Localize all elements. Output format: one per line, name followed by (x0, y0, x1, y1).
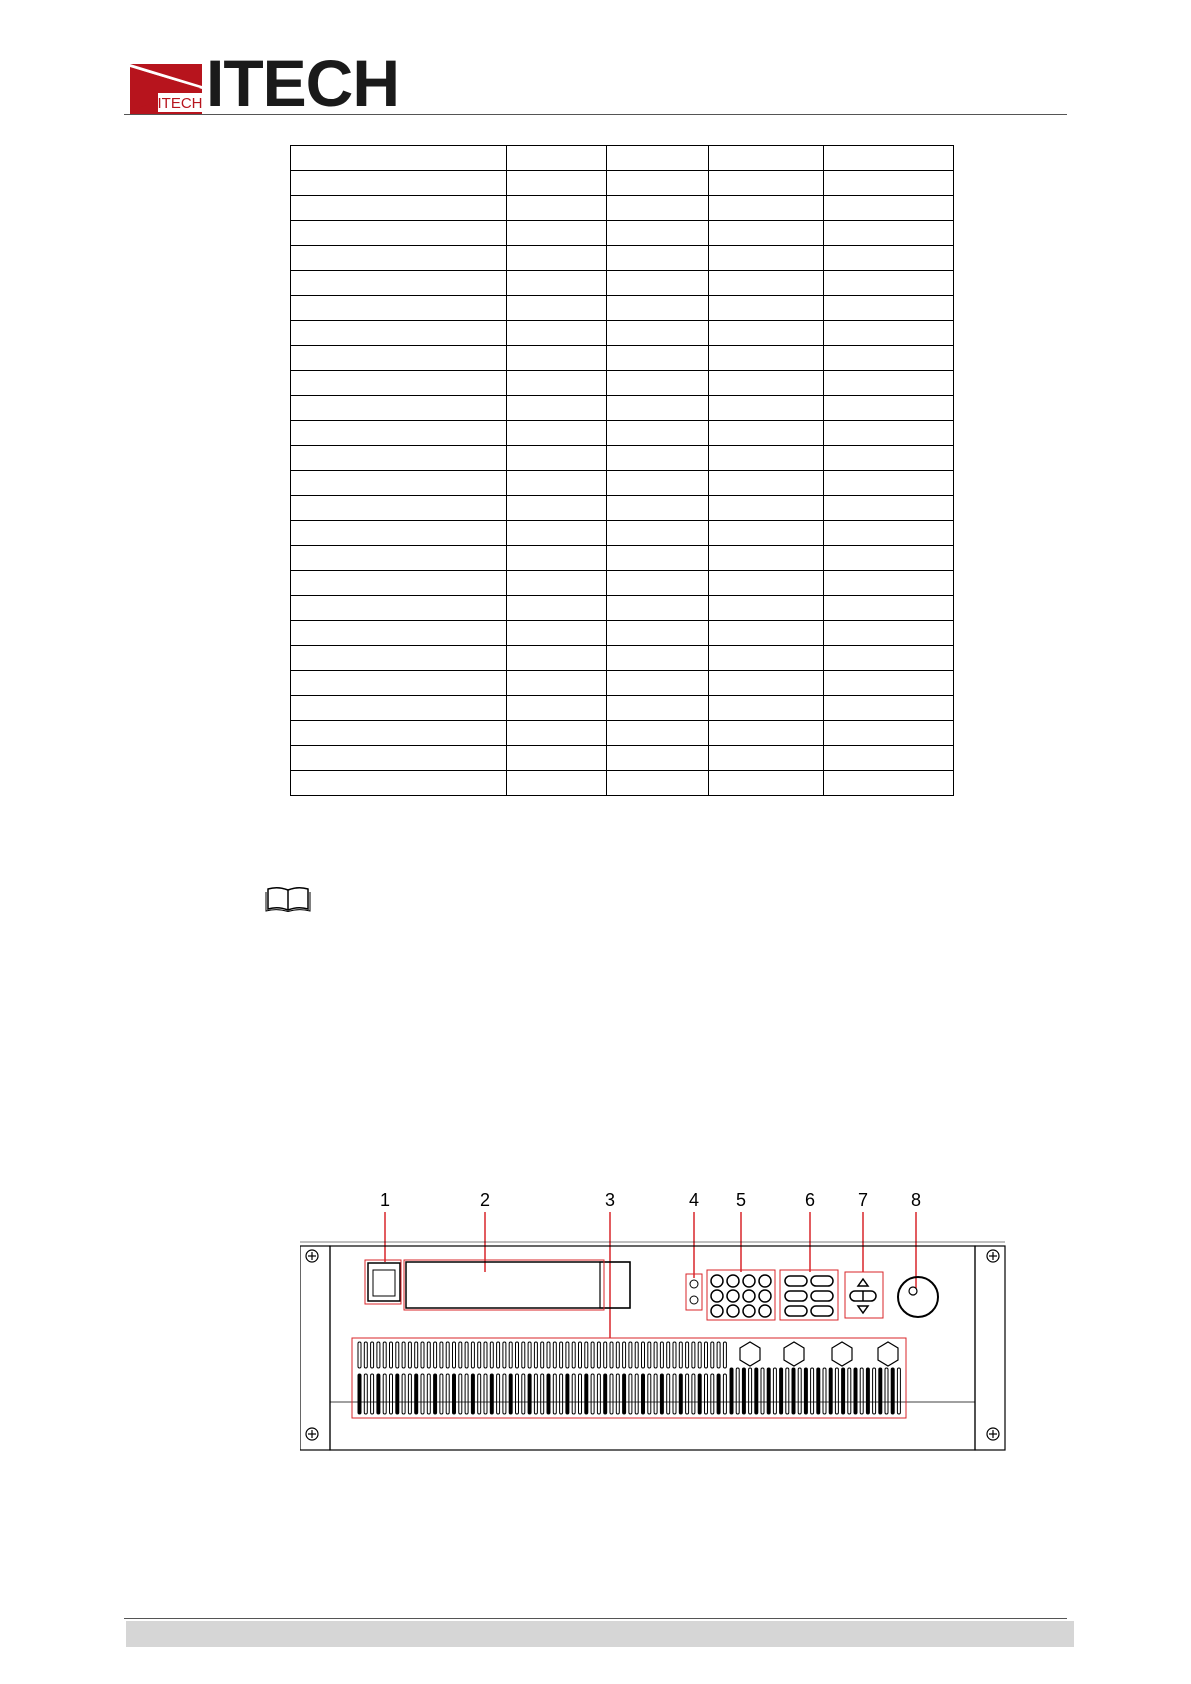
keypad-key (727, 1305, 739, 1317)
table-row (291, 446, 954, 471)
table-cell (507, 346, 607, 371)
table-cell (709, 746, 824, 771)
keypad-key (759, 1305, 771, 1317)
table-row (291, 521, 954, 546)
callout-8: 8 (910, 1190, 922, 1210)
table-cell (607, 221, 709, 246)
table-cell (507, 296, 607, 321)
table-row (291, 696, 954, 721)
table-cell (507, 521, 607, 546)
table-cell (291, 721, 507, 746)
callout-6: 6 (804, 1190, 816, 1210)
table-cell (507, 196, 607, 221)
table-row (291, 496, 954, 521)
table-cell (291, 421, 507, 446)
table-row (291, 571, 954, 596)
table-cell (291, 746, 507, 771)
keypad-key (759, 1275, 771, 1287)
table-cell (709, 396, 824, 421)
table-row (291, 346, 954, 371)
vfd-display (406, 1262, 630, 1308)
table-cell (709, 271, 824, 296)
table-cell (507, 771, 607, 796)
table-cell (607, 696, 709, 721)
table-cell (607, 271, 709, 296)
table-cell (709, 521, 824, 546)
table-cell (824, 146, 954, 171)
keypad-key (743, 1290, 755, 1302)
table-cell (824, 596, 954, 621)
table-row (291, 171, 954, 196)
table-cell (291, 621, 507, 646)
table-cell (607, 596, 709, 621)
table-cell (607, 146, 709, 171)
spec-table (290, 145, 954, 796)
table-cell (507, 146, 607, 171)
table-cell (824, 171, 954, 196)
table-cell (507, 571, 607, 596)
table-row (291, 746, 954, 771)
table-cell (709, 321, 824, 346)
table-cell (607, 546, 709, 571)
number-keypad (711, 1275, 771, 1317)
callout-5: 5 (735, 1190, 747, 1210)
table-row (291, 471, 954, 496)
table-cell (709, 446, 824, 471)
table-cell (507, 421, 607, 446)
table-cell (507, 721, 607, 746)
table-cell (607, 496, 709, 521)
table-row (291, 271, 954, 296)
table-cell (291, 696, 507, 721)
table-cell (507, 271, 607, 296)
table-row (291, 646, 954, 671)
table-row (291, 421, 954, 446)
table-cell (709, 696, 824, 721)
spec-table-body (291, 146, 954, 796)
table-cell (824, 421, 954, 446)
keypad-key (743, 1305, 755, 1317)
table-row (291, 771, 954, 796)
table-cell (607, 346, 709, 371)
table-cell (824, 671, 954, 696)
table-cell (607, 771, 709, 796)
table-cell (507, 321, 607, 346)
table-row (291, 621, 954, 646)
table-cell (607, 421, 709, 446)
footer-bar (126, 1621, 1074, 1647)
table-row (291, 596, 954, 621)
table-cell (607, 246, 709, 271)
table-cell (291, 346, 507, 371)
table-cell (607, 521, 709, 546)
table-cell (824, 296, 954, 321)
table-cell (291, 246, 507, 271)
table-cell (709, 471, 824, 496)
table-cell (709, 146, 824, 171)
callout-3: 3 (604, 1190, 616, 1210)
table-cell (824, 346, 954, 371)
table-cell (291, 546, 507, 571)
table-cell (607, 296, 709, 321)
table-cell (507, 371, 607, 396)
table-cell (291, 771, 507, 796)
keypad-key (759, 1290, 771, 1302)
table-cell (291, 371, 507, 396)
arrow-keys (850, 1279, 876, 1313)
table-cell (607, 396, 709, 421)
table-cell (507, 246, 607, 271)
table-cell (824, 196, 954, 221)
table-cell (709, 496, 824, 521)
table-cell (291, 146, 507, 171)
table-cell (291, 296, 507, 321)
table-cell (607, 671, 709, 696)
table-cell (507, 746, 607, 771)
table-cell (709, 371, 824, 396)
table-cell (709, 171, 824, 196)
table-cell (824, 521, 954, 546)
table-cell (824, 446, 954, 471)
logo-small-text: ITECH (157, 95, 202, 112)
footer-divider (124, 1618, 1067, 1619)
table-cell (709, 571, 824, 596)
callout-2: 2 (479, 1190, 491, 1210)
table-cell (291, 571, 507, 596)
table-row (291, 246, 954, 271)
table-cell (824, 496, 954, 521)
table-row (291, 546, 954, 571)
table-cell (709, 596, 824, 621)
table-cell (709, 771, 824, 796)
table-cell (824, 621, 954, 646)
table-cell (824, 396, 954, 421)
table-row (291, 671, 954, 696)
table-cell (507, 621, 607, 646)
table-cell (291, 596, 507, 621)
table-row (291, 196, 954, 221)
table-cell (709, 546, 824, 571)
table-cell (607, 371, 709, 396)
table-cell (824, 471, 954, 496)
keypad-key (711, 1275, 723, 1287)
table-cell (507, 671, 607, 696)
table-cell (824, 321, 954, 346)
table-cell (291, 671, 507, 696)
table-cell (824, 271, 954, 296)
table-row (291, 721, 954, 746)
callout-4: 4 (688, 1190, 700, 1210)
table-cell (507, 646, 607, 671)
table-cell (507, 396, 607, 421)
table-cell (709, 621, 824, 646)
table-cell (824, 571, 954, 596)
table-cell (507, 471, 607, 496)
callout-7: 7 (857, 1190, 869, 1210)
keypad-key (727, 1275, 739, 1287)
table-cell (607, 321, 709, 346)
table-cell (507, 171, 607, 196)
table-cell (291, 396, 507, 421)
table-cell (291, 171, 507, 196)
rotary-knob (898, 1277, 938, 1317)
table-cell (291, 496, 507, 521)
table-cell (507, 696, 607, 721)
logo-text: ITECH (206, 46, 399, 120)
keypad-key (711, 1290, 723, 1302)
function-keys (785, 1276, 833, 1316)
table-cell (507, 221, 607, 246)
table-row (291, 371, 954, 396)
table-cell (824, 371, 954, 396)
table-cell (824, 246, 954, 271)
table-cell (607, 571, 709, 596)
table-cell (507, 446, 607, 471)
table-cell (291, 471, 507, 496)
table-cell (291, 521, 507, 546)
table-cell (709, 196, 824, 221)
table-cell (607, 746, 709, 771)
keypad-key (711, 1305, 723, 1317)
keypad-key (743, 1275, 755, 1287)
table-cell (607, 446, 709, 471)
book-icon (264, 886, 312, 912)
table-cell (607, 171, 709, 196)
table-cell (607, 646, 709, 671)
table-cell (507, 496, 607, 521)
table-cell (824, 546, 954, 571)
table-cell (709, 671, 824, 696)
table-row (291, 296, 954, 321)
table-cell (607, 196, 709, 221)
table-cell (709, 246, 824, 271)
table-cell (507, 546, 607, 571)
table-cell (291, 221, 507, 246)
table-cell (709, 296, 824, 321)
callout-1: 1 (379, 1190, 391, 1210)
table-cell (709, 346, 824, 371)
table-cell (291, 321, 507, 346)
table-row (291, 321, 954, 346)
table-cell (824, 721, 954, 746)
table-cell (291, 446, 507, 471)
table-cell (709, 421, 824, 446)
table-cell (824, 696, 954, 721)
table-cell (607, 471, 709, 496)
table-cell (824, 771, 954, 796)
table-cell (291, 271, 507, 296)
header-divider (124, 114, 1067, 115)
front-panel-diagram (300, 1190, 1010, 1460)
itech-logo-mark-icon (130, 64, 202, 114)
table-cell (709, 646, 824, 671)
itech-logo (130, 46, 400, 120)
page-header (0, 0, 1191, 120)
table-cell (507, 596, 607, 621)
table-cell (709, 221, 824, 246)
table-row (291, 146, 954, 171)
table-cell (824, 646, 954, 671)
table-cell (824, 221, 954, 246)
table-cell (607, 721, 709, 746)
table-cell (607, 621, 709, 646)
table-cell (291, 646, 507, 671)
table-row (291, 396, 954, 421)
table-row (291, 221, 954, 246)
table-cell (709, 721, 824, 746)
table-cell (291, 196, 507, 221)
table-cell (824, 746, 954, 771)
keypad-key (727, 1290, 739, 1302)
